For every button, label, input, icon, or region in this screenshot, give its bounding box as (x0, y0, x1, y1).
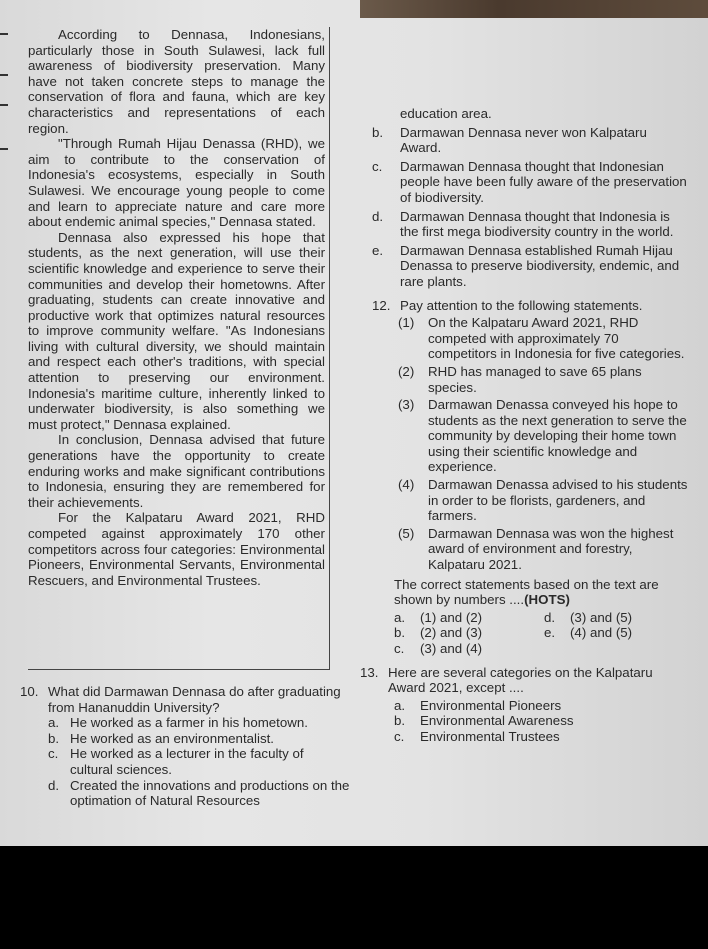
option-label: b. (394, 625, 406, 641)
option-text: (1) and (2) (420, 609, 483, 625)
q12-options (394, 610, 688, 657)
q12-option-b[interactable] (394, 625, 544, 641)
reading-passage (28, 27, 330, 670)
option-a[interactable] (48, 715, 350, 731)
option-label: a. (394, 697, 406, 713)
binding-mark (0, 33, 8, 35)
option-label: b. (372, 124, 384, 140)
option-label: c. (394, 641, 405, 656)
statement-2 (398, 364, 688, 395)
right-column (360, 106, 688, 745)
binding-mark (0, 148, 8, 150)
statement-label: (1) (398, 315, 415, 331)
passage-box (28, 27, 330, 670)
question-text: Pay attention to the following statements. (400, 297, 643, 313)
statement-1 (398, 315, 688, 362)
question-number: 12. (372, 297, 391, 313)
option-label: d. (544, 609, 556, 625)
option-text: education area. (400, 106, 492, 121)
statement-3 (398, 397, 688, 475)
q13-option-c[interactable] (394, 729, 694, 745)
option-label: c. (394, 728, 405, 744)
option-label: b. (48, 730, 60, 746)
q11-option-a-tail (372, 106, 688, 122)
statement-label: (4) (398, 477, 415, 493)
option-text: (2) and (3) (420, 625, 483, 641)
q13-option-b[interactable] (394, 713, 694, 729)
option-text: Environmental Awareness (420, 713, 574, 729)
option-label: d. (48, 777, 60, 793)
q11-option-e[interactable] (372, 243, 688, 290)
statement-5 (398, 526, 688, 573)
statement-4 (398, 477, 688, 524)
q12-option-e[interactable] (544, 625, 694, 641)
hots-tag: (HOTS) (524, 592, 570, 608)
option-label: a. (394, 609, 406, 625)
statement-text: Darmawan Denassa advised to his students in order to be florists, gardeners, and farmers. (428, 477, 688, 524)
option-text: He worked as an environmentalist. (70, 730, 274, 746)
statement-label: (3) (398, 397, 415, 413)
passage-paragraph-4: In conclusion, Dennasa advised that future generations have the opportunity to create enduring works and make significant contributions to Indonesia, ensuring they are remembered for their achievements. (28, 432, 325, 510)
q13-options (394, 698, 688, 745)
binding-mark (0, 104, 8, 106)
q12-option-d[interactable] (544, 610, 694, 626)
option-label: a. (48, 715, 60, 731)
option-text: He worked as a lecturer in the faculty of cultural sciences. (70, 746, 304, 777)
statement-text: On the Kalpataru Award 2021, RHD competed with approximately 70 competitors in Indonesia for five categories. (428, 315, 685, 362)
prompt-text: The correct statements based on the text are shown by numbers .... (394, 576, 659, 608)
option-text: Environmental Trustees (420, 728, 560, 744)
q12-option-a[interactable] (394, 610, 544, 626)
option-label: c. (48, 746, 59, 762)
question-number: 10. (20, 684, 39, 699)
passage-paragraph-3: Dennasa also expressed his hope that students, as the next generation, will use their scientific knowledge and experience to serve their communities and develop their hometowns. After graduating, students can create innovative and productive work that optimizes natural resources to improve community welfare. "As Indonesians living with cultural diversity, we should maintain and respect each other's traditions, with special attention to preserving our environment. Indonesia's maritime culture, inherently linked to underwater biodiversity, is also something we must protect," Dennasa explained. (28, 229, 325, 432)
option-text: (3) and (4) (420, 641, 483, 656)
statement-label: (5) (398, 525, 415, 541)
question-text: What did Darmawan Dennasa do after graduating from Hananuddin University? (48, 684, 341, 715)
option-label: e. (544, 625, 556, 641)
option-label: d. (372, 208, 384, 224)
option-text: Darmawan Dennasa established Rumah Hijau Denassa to preserve biodiversity, endemic, and rare plants. (400, 242, 680, 289)
q11-option-d[interactable] (372, 209, 688, 240)
option-text: Darmawan Dennasa thought that Indonesia is the first mega biodiversity country in the world. (400, 208, 674, 240)
question-number: 13. (360, 664, 379, 680)
binding-mark (0, 74, 8, 76)
q11-option-b[interactable] (372, 125, 688, 156)
option-text: Darmawan Dennasa thought that Indonesian people have been fully aware of the preservation of biodiversity. (400, 158, 687, 205)
option-label: b. (394, 713, 406, 729)
option-text: He worked as a farmer in his hometown. (70, 715, 308, 731)
option-label: c. (372, 158, 383, 174)
statement-text: RHD has managed to save 65 plans species. (428, 363, 642, 395)
passage-paragraph-1: According to Dennasa, Indonesians, particularly those in South Sulawesi, lack full awareness of biodiversity preservation. Many have not taken concrete steps to manage the conservation of flora and fauna, which are key characteristics and representations of each region. (28, 27, 325, 136)
option-label: e. (372, 242, 384, 258)
answer-prompt (394, 577, 688, 608)
question-12 (372, 298, 688, 314)
option-text: Darmawan Dennasa never won Kalpataru Award. (400, 124, 647, 156)
option-c[interactable] (48, 746, 350, 777)
background-strip (360, 0, 708, 18)
option-b[interactable] (48, 731, 350, 747)
q11-option-c[interactable] (372, 159, 688, 206)
q13-option-a[interactable] (394, 698, 694, 714)
question-10 (20, 684, 350, 809)
q12-option-c[interactable] (394, 641, 544, 657)
question-text: Here are several categories on the Kalpataru Award 2021, except .... (388, 664, 653, 696)
option-text: (3) and (5) (570, 609, 633, 625)
statement-text: Darmawan Dennasa was won the highest award of environment and forestry, Kalpataru 2021. (428, 525, 674, 573)
option-text: Environmental Pioneers (420, 697, 562, 713)
question-13 (360, 665, 688, 696)
statement-label: (2) (398, 363, 415, 379)
statement-text: Darmawan Denassa conveyed his hope to students as the next generation to serve the community by developing their home town using their scientific knowledge and experience. (428, 397, 687, 475)
passage-paragraph-5: For the Kalpataru Award 2021, RHD competed against approximately 170 other competitors across four categories: Environmental Pioneers, Environmental Servants, Environmental Rescuers, and Environmental Trustees. (28, 510, 325, 588)
option-text: (4) and (5) (570, 625, 633, 641)
passage-paragraph-2: "Through Rumah Hijau Denassa (RHD), we aim to contribute to the conservation of Indonesia's ecosystems, especially in South Sulawesi. We encourage young people to come and learn to appreciate nature and care more about endemic animal species," Dennasa stated. (28, 136, 325, 230)
option-text: Created the innovations and productions on the optimation of Natural Resources (70, 777, 350, 809)
option-d[interactable] (48, 778, 350, 809)
